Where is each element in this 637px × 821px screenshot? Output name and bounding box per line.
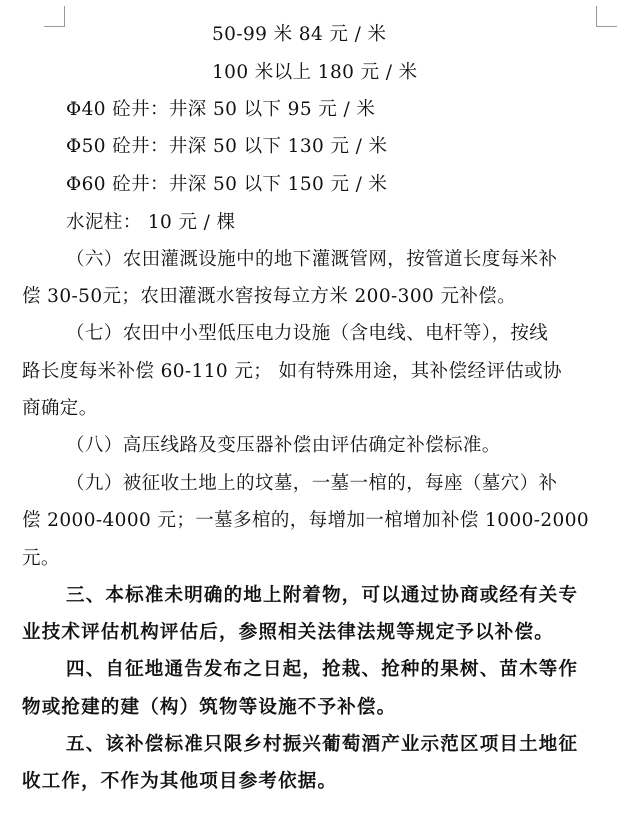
paragraph-9-line-1: （九）被征收土地上的坟墓，一墓一棺的，每座（墓穴）补 [66,473,558,494]
paragraph-9-line-3: 元。 [22,548,60,569]
section-4-line-2: 物或抢建的建（构）筑物等设施不予补偿。 [22,697,397,718]
section-3-line-2: 业技术评估机构评估后，参照相关法律法规等规定予以补偿。 [22,622,554,643]
section-5-line-1: 五、该补偿标准只限乡村振兴葡萄酒产业示范区项目土地征 [66,734,579,755]
paragraph-8: （八）高压线路及变压器补偿由评估确定补偿标准。 [66,435,501,456]
paragraph-7-line-1: （七）农田中小型低压电力设施（含电线、电杆等），按线 [66,323,549,344]
paragraph-7-line-2: 路长度每米补偿 60-110 元； 如有特殊用途，其补偿经评估或协 [22,361,562,382]
cement-pole-price: 水泥柱： 10 元 / 棵 [66,212,236,233]
well-price-phi50: Φ50 砼井：井深 50 以下 130 元 / 米 [66,136,388,157]
price-line-50-99: 50-99 米 84 元 / 米 [212,24,387,45]
section-4-line-1: 四、自征地通告发布之日起，抢栽、抢种的果树、苗木等作 [66,659,579,680]
paragraph-6-line-1: （六）农田灌溉设施中的地下灌溉管网，按管道长度每米补 [66,249,558,270]
paragraph-6-line-2: 偿 30-50元；农田灌溉水窖按每立方米 200-300 元补偿。 [22,286,517,307]
well-price-phi40: Φ40 砼井：井深 50 以下 95 元 / 米 [66,99,376,120]
section-5-line-2: 收工作，不作为其他项目参考依据。 [22,771,338,792]
price-line-100-plus: 100 米以上 180 元 / 米 [212,62,418,83]
well-price-phi60: Φ60 砼井：井深 50 以下 150 元 / 米 [66,174,388,195]
page-corner-mark-top-left [44,6,65,27]
section-3-line-1: 三、本标准未明确的地上附着物，可以通过协商或经有关专 [66,585,579,606]
page-corner-mark-top-right [596,6,617,27]
paragraph-9-line-2: 偿 2000-4000 元；一墓多棺的，每增加一棺增加补偿 1000-2000 [22,510,590,531]
paragraph-7-line-3: 商确定。 [22,398,98,419]
